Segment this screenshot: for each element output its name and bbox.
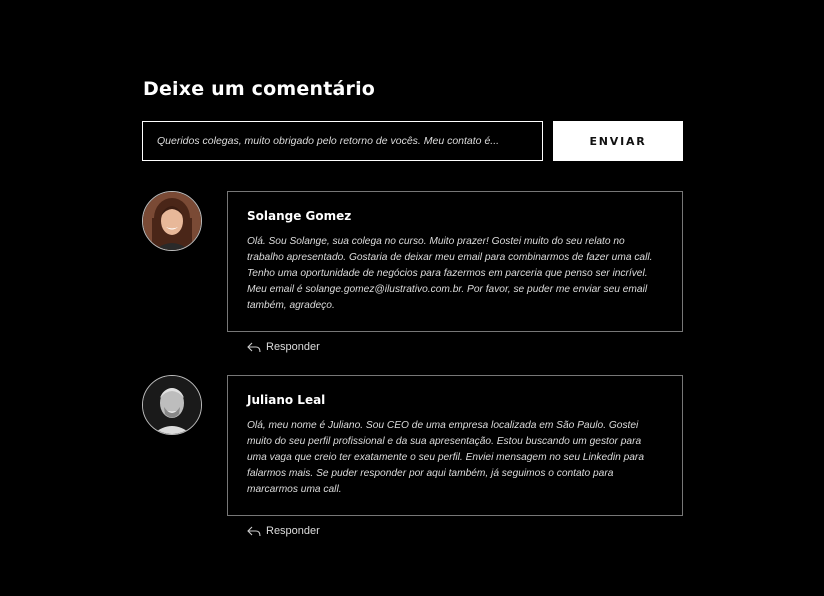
comment-card [227,375,683,516]
reply-arrow-icon [247,342,261,353]
comment-card [227,191,683,332]
reply-label: Responder [266,525,320,537]
reply-label: Responder [266,341,320,353]
send-button[interactable]: ENVIAR [553,121,683,161]
reply-button[interactable] [247,525,320,537]
man-avatar-icon [142,375,202,435]
reply-button[interactable] [247,341,320,353]
comment-input[interactable] [142,121,543,161]
reply-arrow-icon [247,526,261,537]
comment-author: Solange Gomez [247,209,352,223]
comment-text: Olá, meu nome é Juliano. Sou CEO de uma empresa localizada em São Paulo. Gostei muito do seu perfil profissional e da sua apresentação. Estou buscando um gestor para uma vaga que creio ter exatamente o seu perfil. Enviei mensagem no seu Linkedin para falarmos mais. Se puder responder por aqui também, já seguimos o contato para marcarmos uma call. [247,420,644,495]
woman-avatar-icon [142,191,202,251]
comment-author: Juliano Leal [247,393,326,407]
section-title: Deixe um comentário [143,78,376,100]
comment-text: Olá. Sou Solange, sua colega no curso. Muito prazer! Gostei muito do seu relato no trabalho apresentado. Gostaria de deixar meu email para combinarmos de fazer uma call. Tenho uma oportunidade de negócios para fazermos em parceria que penso ser incrível. Meu email é solange.gomez@ilustrativo.com.br. Por favor, se puder me enviar seu email também, agradeço. [247,236,653,311]
